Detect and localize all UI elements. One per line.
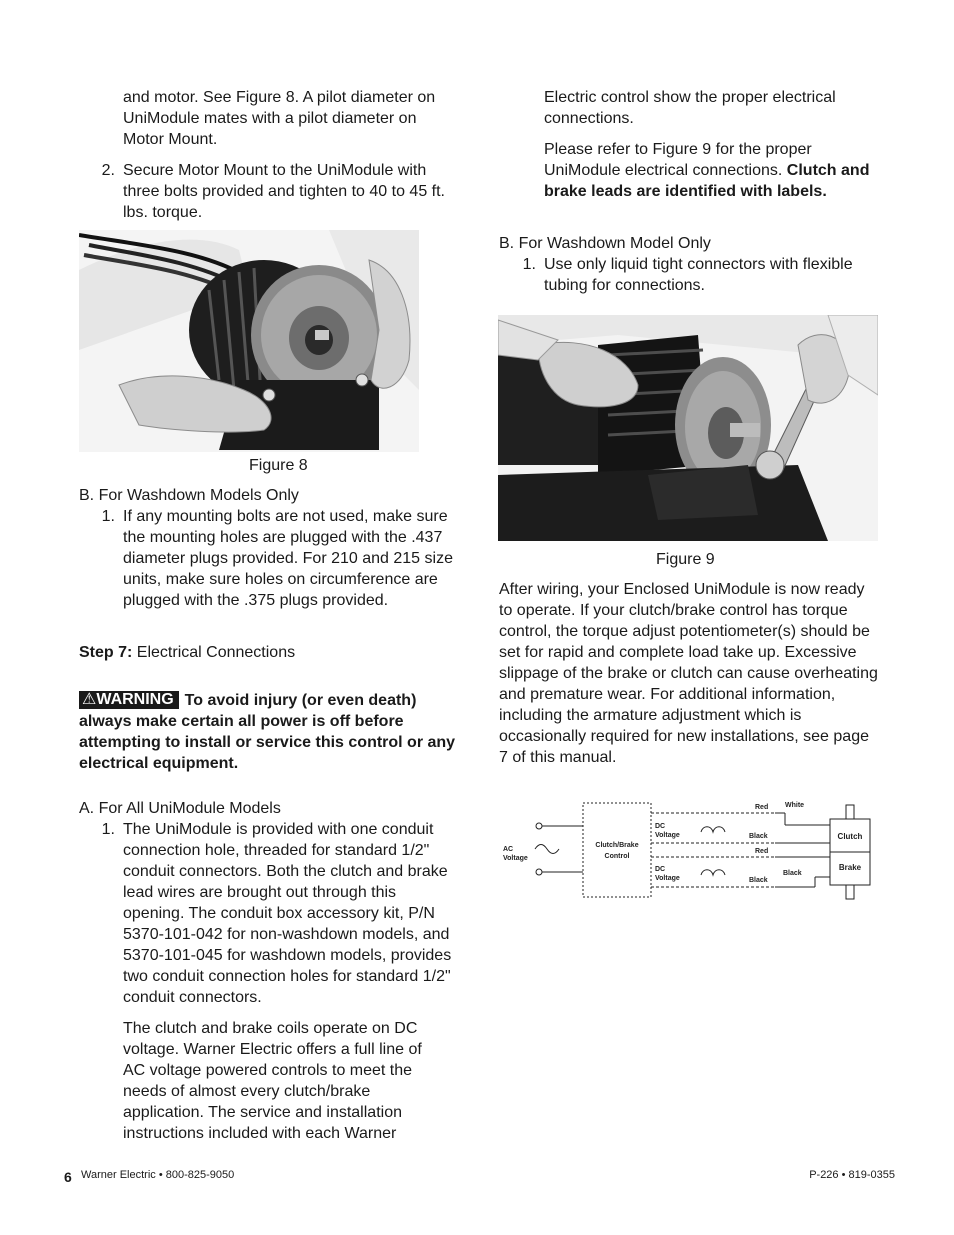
ac-voltage-label-2: Voltage xyxy=(503,855,528,862)
washdown-model-step-1-text: Use only liquid tight connectors with flexible tubing for connections. xyxy=(544,256,853,294)
all-models-step-1-text: The UniModule is provided with one conduit connection hole, threaded for standard 1/2" conduit connectors. Both the clutch and brake lead wires are brought out through this opening. The conduit box accessory kit, P/N 5370-101-042 for non-washdown models, and 5370-101-045 for washdown models, provides two conduit connection holes for standard 1/2" conduit connectors. xyxy=(123,821,452,1006)
clutch-label: Clutch xyxy=(837,832,863,841)
wire-label-black-1: Black xyxy=(749,833,768,840)
warning-block xyxy=(79,690,459,774)
footer-company: Warner Electric • 800-825-9050 xyxy=(81,1169,235,1181)
coils-paragraph: The clutch and brake coils operate on DC voltage. Warner Electric offers a full line of AC voltage powered controls to meet the needs of almost every clutch/brake application. The service and installation instructions included with each Warner xyxy=(123,1020,422,1142)
ac-voltage-label-1: AC xyxy=(503,846,514,853)
refer-bold-text: Clutch and brake leads are identified with labels. xyxy=(544,162,870,200)
figure-8-photo xyxy=(79,230,419,452)
figure-8-caption: Figure 8 xyxy=(249,457,308,474)
step-7-heading xyxy=(79,642,295,663)
dc-voltage-2-label-1: DC xyxy=(655,866,666,873)
step-7-label: Step 7: xyxy=(79,644,133,661)
page-number: 6 xyxy=(64,1169,72,1185)
wiring-diagram xyxy=(495,795,885,915)
figure-9-photo xyxy=(498,315,878,541)
warning-text: To avoid injury (or even death) always make certain all power is off before attempting to install or service this control or any electrical equipment. xyxy=(79,692,456,772)
dc-voltage-1-label-2: Voltage xyxy=(655,832,680,839)
washdown-model-step-1-number: 1. xyxy=(522,256,536,273)
step-2-number: 2. xyxy=(101,162,115,179)
dc-voltage-1-label-1: DC xyxy=(655,823,666,830)
right-continued-paragraph: Electric control show the proper electrical connections. xyxy=(544,89,836,127)
wire-label-red-2: Red xyxy=(755,848,769,855)
wire-label-black-2: Black xyxy=(783,870,802,877)
figure-9-caption: Figure 9 xyxy=(656,551,715,568)
control-label-2: Control xyxy=(604,853,630,860)
all-models-step-1-number: 1. xyxy=(101,821,115,838)
dc-voltage-2-label-2: Voltage xyxy=(655,875,680,882)
washdown-model-heading: B. For Washdown Model Only xyxy=(499,235,711,252)
step-2-text: Secure Motor Mount to the UniModule with three bolts provided and tighten to 40 to 45 ft. lbs. torque. xyxy=(123,162,445,221)
washdown-step-1-number: 1. xyxy=(101,508,115,525)
brake-label: Brake xyxy=(838,863,862,872)
wire-label-white: White xyxy=(785,802,805,809)
all-models-heading: A. For All UniModule Models xyxy=(79,800,281,817)
footer-doc-code: P-226 • 819-0355 xyxy=(809,1169,895,1181)
warning-triangle-icon: ⚠ xyxy=(82,691,97,708)
refer-text: Please refer to Figure 9 for the proper UniModule electrical connections. xyxy=(544,141,812,179)
left-continued-paragraph: and motor. See Figure 8. A pilot diameter on UniModule mates with a pilot diameter on Motor Mount. xyxy=(123,89,436,148)
control-box xyxy=(583,803,651,897)
refer-figure-9-paragraph xyxy=(544,139,874,202)
washdown-models-heading: B. For Washdown Models Only xyxy=(79,487,299,504)
after-wiring-paragraph: After wiring, your Enclosed UniModule is now ready to operate. If your clutch/brake control has torque control, the torque adjust potentiometer(s) should be set for rapid and complete load take up. Excessive slippage of the brake or clutch can cause overheating and premature wear. For additional information, including the armature adjustment which is occasionally required for new installations, see page 7 of this manual. xyxy=(499,581,878,766)
washdown-step-1-text: If any mounting bolts are not used, make sure the mounting holes are plugged with the .437 diameter plugs provided. For 210 and 215 size units, make sure holes on circumference are plugged with the .375 plugs provided. xyxy=(123,508,453,609)
warning-badge-label: WARNING xyxy=(96,691,174,708)
wire-label-black-3: Black xyxy=(749,877,768,884)
step-7-title: Electrical Connections xyxy=(136,644,296,661)
wire-label-red-1: Red xyxy=(755,804,769,811)
control-label-1: Clutch/Brake xyxy=(595,842,639,849)
warning-badge xyxy=(79,691,179,709)
